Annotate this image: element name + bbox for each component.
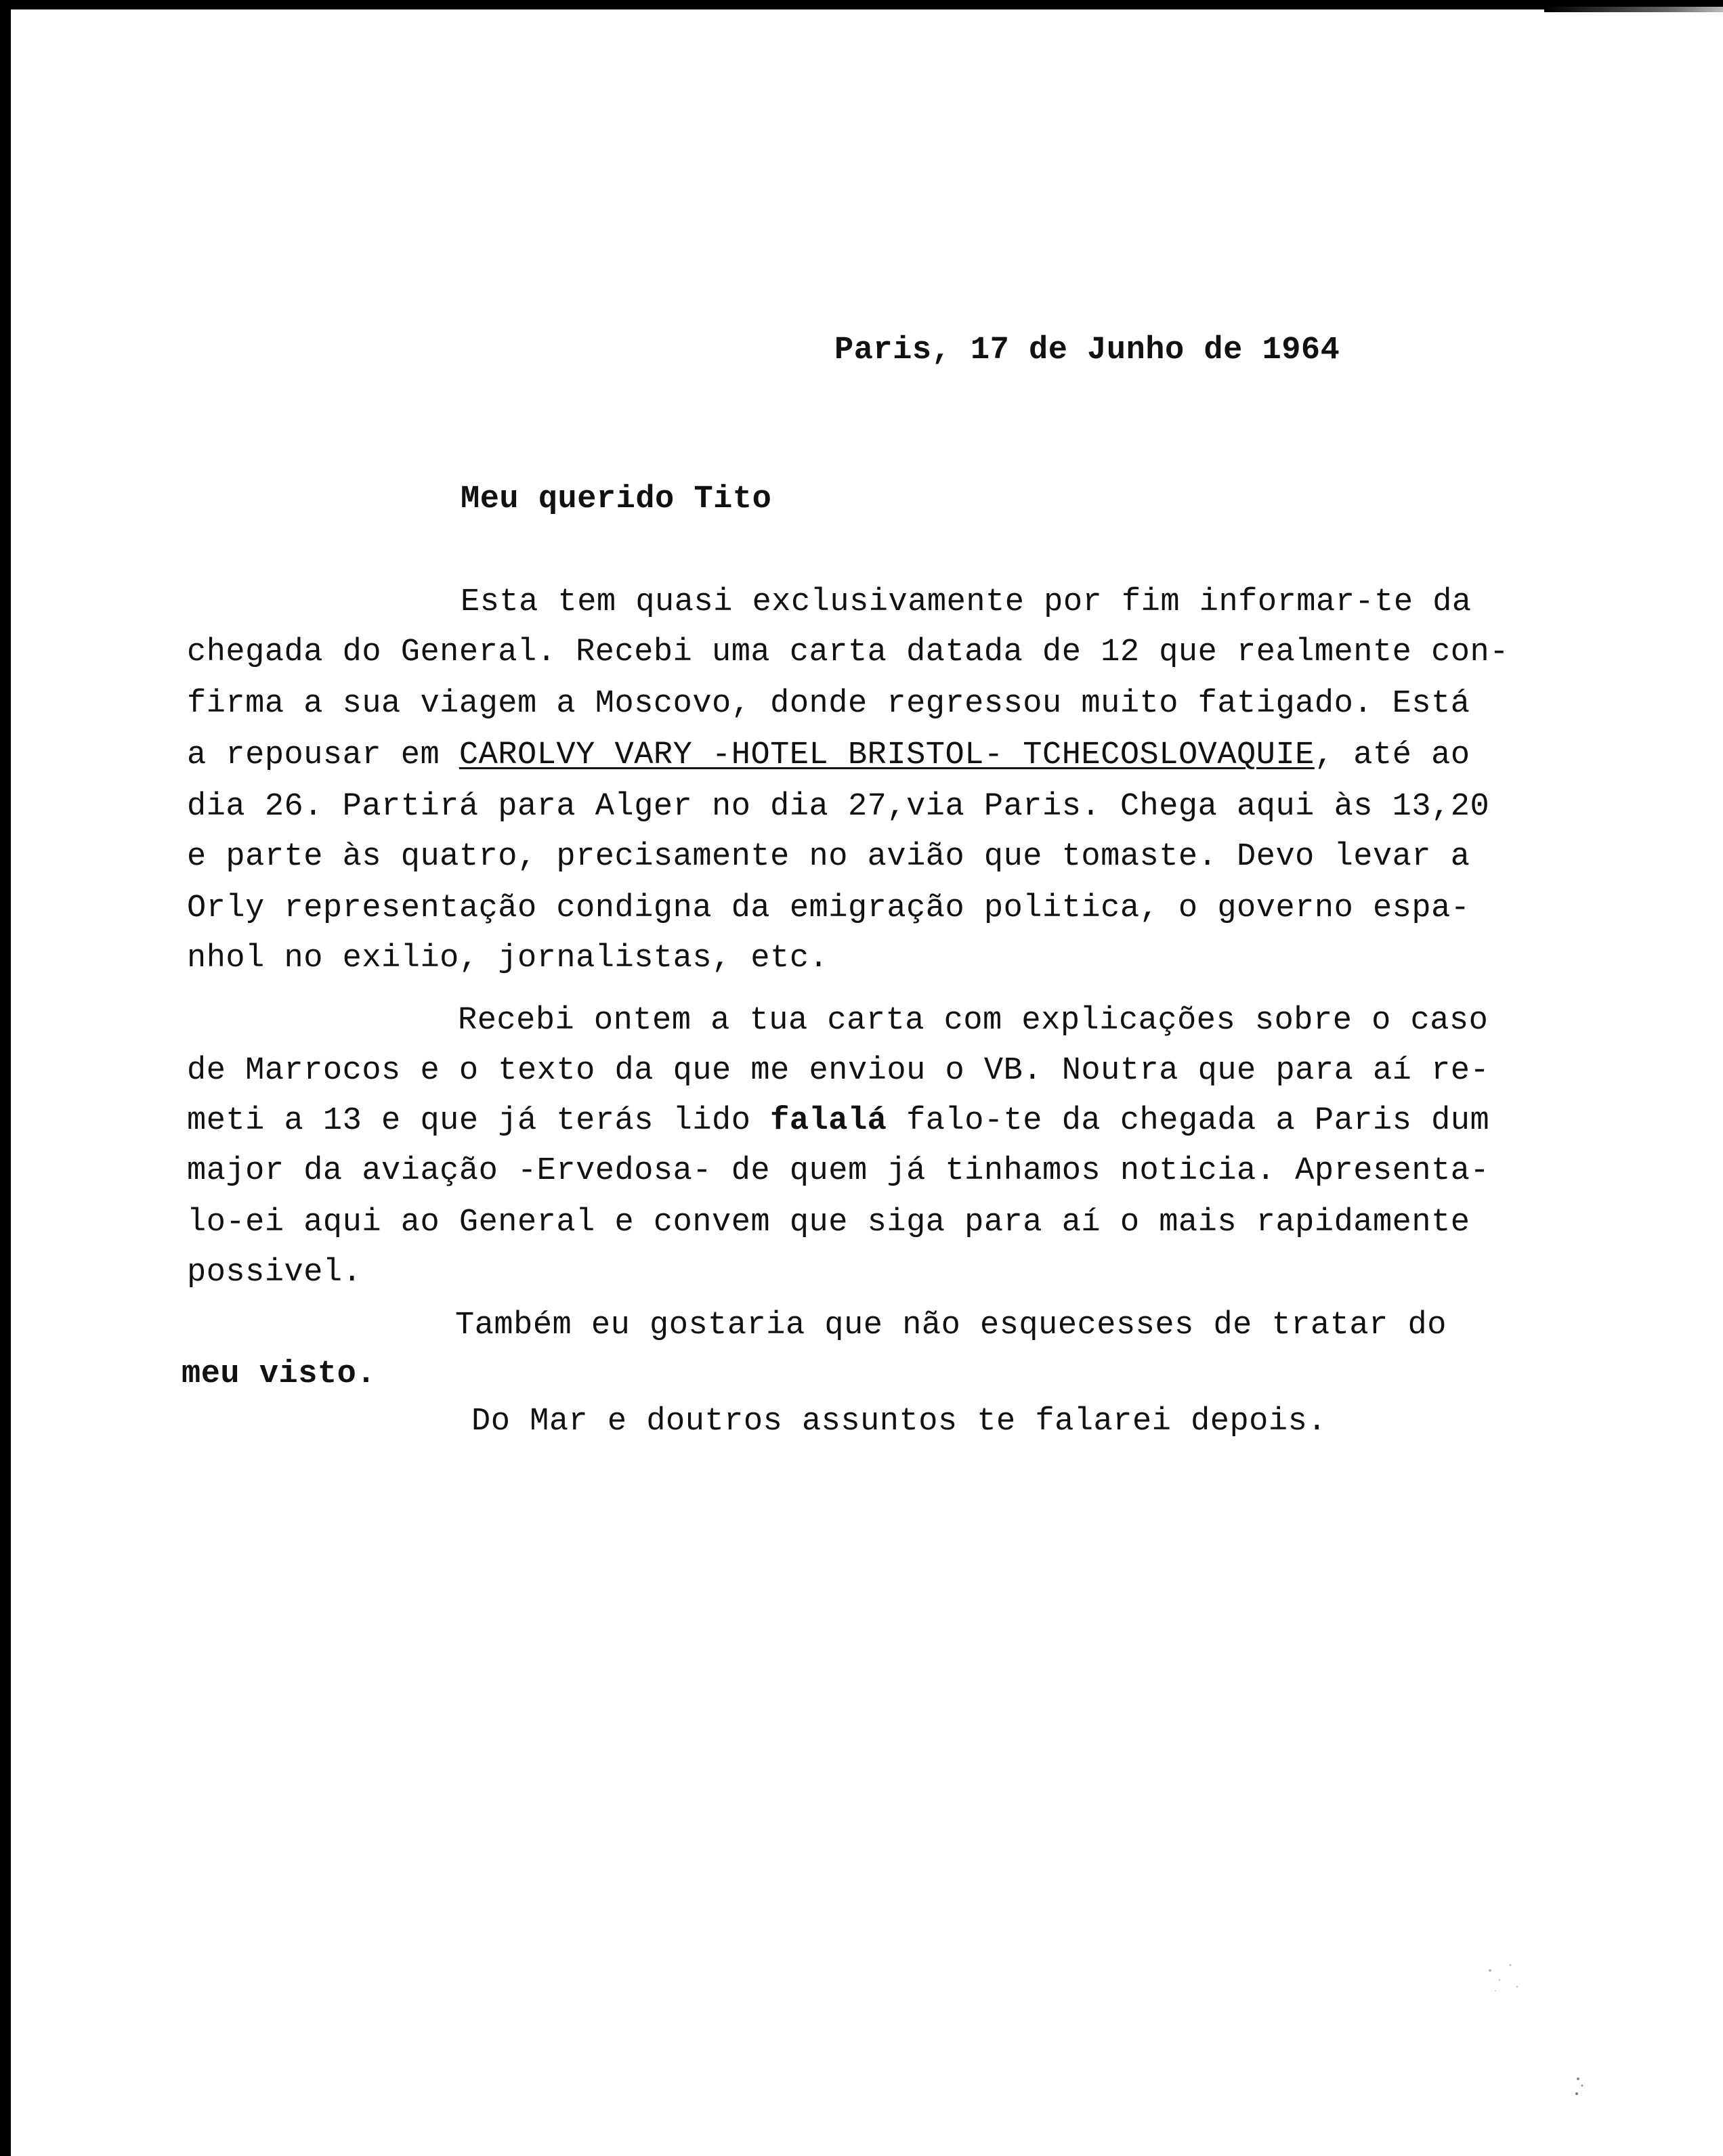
paragraph3-line1: Também eu gostaria que não esquecesses de tratar do — [455, 1308, 1447, 1343]
struck-word: falalá — [770, 1103, 887, 1139]
paragraph2-line6: possivel. — [187, 1255, 362, 1291]
paragraph2-line1: Recebi ontem a tua carta com explicações sobre o caso — [458, 1003, 1489, 1039]
paragraph1-line4-end: , até ao — [1314, 737, 1470, 773]
paragraph2-line2: de Marrocos e o texto da que me enviou o VB. Noutra que para aí re- — [187, 1053, 1490, 1089]
paragraph1-line4-start: a repousar em — [187, 737, 459, 773]
paragraph1-line6: e parte às quatro, precisamente no avião que tomaste. Devo levar a — [187, 839, 1470, 875]
letter-date: Paris, 17 de Junho de 1964 — [834, 332, 1340, 368]
paragraph1-line2: chegada do General. Recebi uma carta datada de 12 que realmente con- — [187, 634, 1509, 670]
paragraph1-line8: nhol no exilio, jornalistas, etc. — [187, 941, 829, 976]
paragraph2-line3 — [187, 1101, 1489, 1142]
paragraph2-line5: lo-ei aqui ao General e convem que siga para aí o mais rapidamente — [187, 1205, 1470, 1241]
paragraph3-line2: meu visto. — [182, 1356, 377, 1392]
paragraph2-line4: major da aviação -Ervedosa- de quem já tinhamos noticia. Apresenta- — [187, 1153, 1490, 1189]
paragraph2-line3-start: meti a 13 e que já terás lido — [187, 1103, 771, 1139]
scan-noise — [1476, 1950, 1612, 2113]
paragraph4-line1: Do Mar e doutros assuntos te falarei depois. — [471, 1404, 1327, 1440]
scan-border-top — [0, 0, 1723, 9]
paragraph1-line5: dia 26. Partirá para Alger no dia 27,via Paris. Chega aqui às 13,20 — [187, 789, 1490, 825]
scan-border-left — [0, 0, 11, 2156]
letter-salutation: Meu querido Tito — [461, 481, 772, 517]
hotel-address: CAROLVY VARY -HOTEL BRISTOL- TCHECOSLOVAQUIE — [459, 737, 1315, 773]
paragraph1-line7: Orly representação condigna da emigração politica, o governo espa- — [187, 890, 1470, 926]
paragraph2-line3-end: falo-te da chegada a Paris dum — [887, 1103, 1490, 1139]
scan-border-top-fade — [1544, 7, 1723, 12]
paragraph1-line1: Esta tem quasi exclusivamente por fim informar-te da — [461, 584, 1472, 620]
paragraph1-line3: firma a sua viagem a Moscovo, donde regressou muito fatigado. Está — [187, 686, 1470, 722]
paragraph1-line4 — [187, 735, 1470, 776]
